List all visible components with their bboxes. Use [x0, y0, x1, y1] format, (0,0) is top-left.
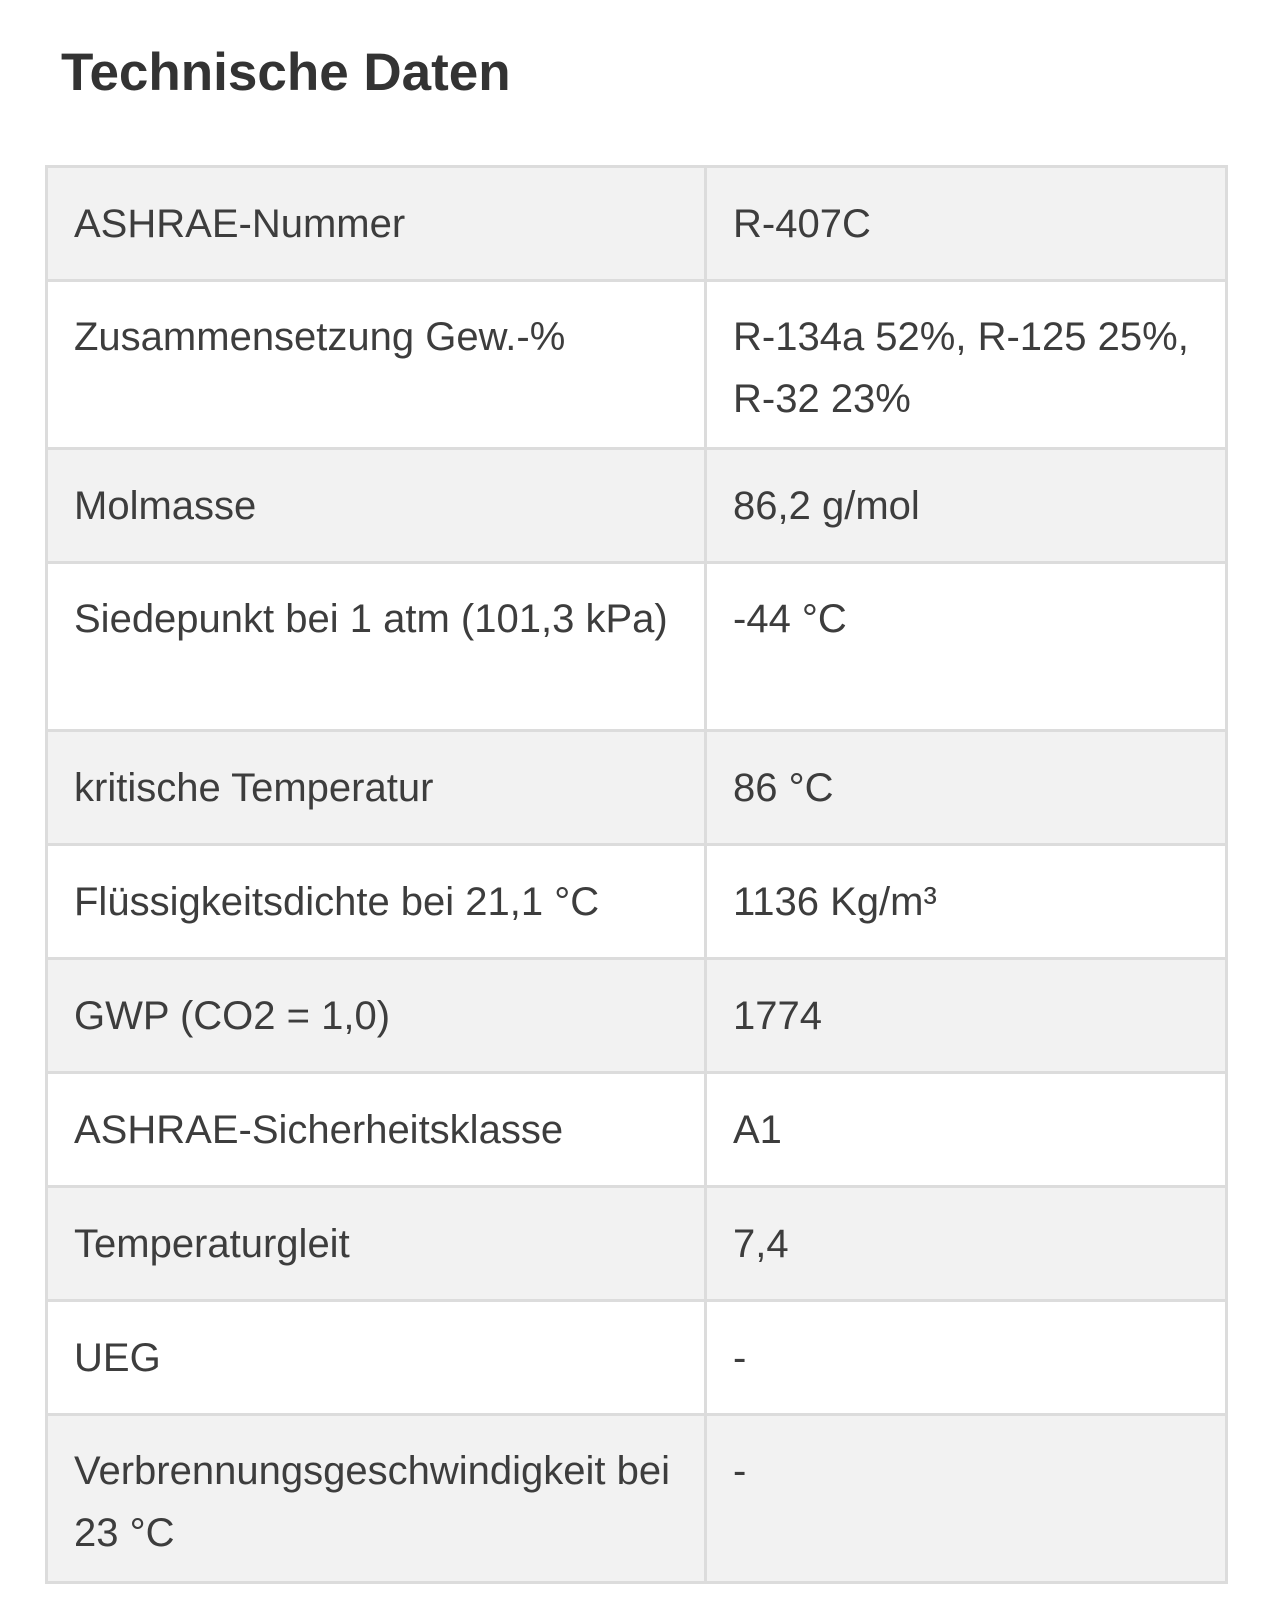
row-label: Verbrennungsgeschwindigkeit bei 23 °C — [47, 1415, 706, 1583]
table-row — [47, 167, 1227, 281]
row-value: 7,4 — [706, 1187, 1227, 1301]
row-value: R-134a 52%, R-125 25%, R-32 23% — [706, 281, 1227, 449]
row-value: 1774 — [706, 959, 1227, 1073]
row-value: -44 °C — [706, 563, 1227, 731]
table-row — [47, 1073, 1227, 1187]
table-row — [47, 281, 1227, 449]
table-row — [47, 1415, 1227, 1583]
table-row — [47, 449, 1227, 563]
row-value: - — [706, 1301, 1227, 1415]
row-value: A1 — [706, 1073, 1227, 1187]
table-row — [47, 563, 1227, 731]
row-label: ASHRAE-Nummer — [47, 167, 706, 281]
table-row — [47, 1187, 1227, 1301]
row-value: R-407C — [706, 167, 1227, 281]
row-label: kritische Temperatur — [47, 731, 706, 845]
row-value: 1136 Kg/m³ — [706, 845, 1227, 959]
row-label: ASHRAE-Sicherheitsklasse — [47, 1073, 706, 1187]
row-value: - — [706, 1415, 1227, 1583]
row-label: UEG — [47, 1301, 706, 1415]
row-label: Temperaturgleit — [47, 1187, 706, 1301]
page-title: Technische Daten — [61, 43, 511, 102]
row-value: 86,2 g/mol — [706, 449, 1227, 563]
technical-data-table — [45, 165, 1228, 1584]
row-value: 86 °C — [706, 731, 1227, 845]
table-row — [47, 845, 1227, 959]
table-row — [47, 1301, 1227, 1415]
row-label: GWP (CO2 = 1,0) — [47, 959, 706, 1073]
row-label: Zusammensetzung Gew.-% — [47, 281, 706, 449]
table-row — [47, 731, 1227, 845]
row-label: Flüssigkeitsdichte bei 21,1 °C — [47, 845, 706, 959]
row-label: Siedepunkt bei 1 atm (101,3 kPa) — [47, 563, 706, 731]
row-label: Molmasse — [47, 449, 706, 563]
table-row — [47, 959, 1227, 1073]
